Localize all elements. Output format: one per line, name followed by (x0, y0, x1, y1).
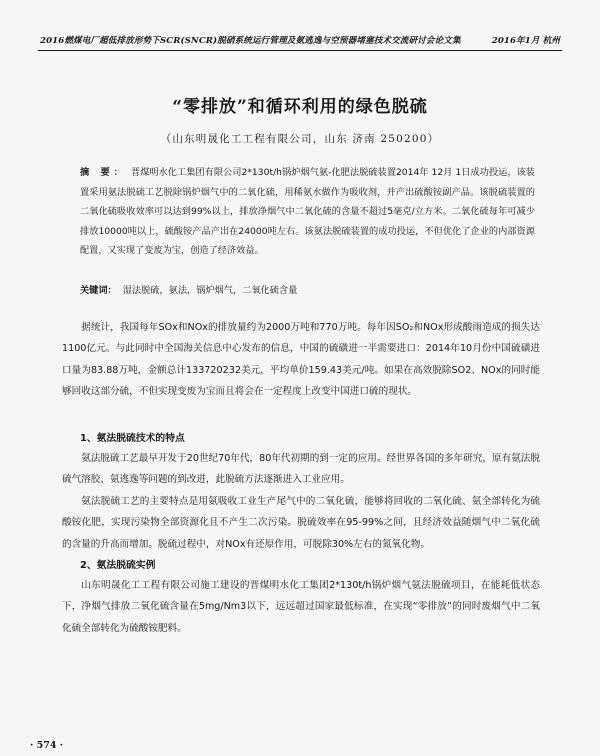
header-divider (38, 50, 562, 51)
intro-section (62, 317, 540, 403)
abstract-text: 晋煤明水化工集团有限公司2*130t/h锅炉烟气氨-化肥法脱硫装置2014年 12月 1日成功投运，该装置采用氨法脱硫工艺脱除锅炉烟气中的二氧化硫，用稀氨水做作为吸收剂，并产出硫酸铵副产品。该脱硫装置的二氧化硫吸收效率可以达到99%以上，排放净烟气中二氧化硫的含量不超过5毫克/立方米。二氧化硫每年可减少排放10000吨以上，硫酸铵产品产出在24000吨左右。该氨法脱硫装置的成功投运，不但优化了企业的内部资源配置，又实现了变废为宝，创造了经济效益。 (80, 167, 535, 256)
article-title: “零排放”和循环利用的绿色脱硫 (172, 97, 428, 117)
section-2-heading: 2、氨法脱硫实例 (80, 560, 156, 571)
intro-paragraph: 据统计，我国每年SOx和NOx的排放量约为2000万吨和770万吨。每年因SO₂和NOx形成酸雨造成的损失达1100亿元。与此同时中全国海关信息中心发布的信息，中国的硫磺进一半需要进口：2014年10月份中国硫磺进口量为83.88万吨，金额总计133720232美元，平均单价159.43美元/吨。如果在高效脱除SO2、NOx的同时能够回收这部分硫，不但实现变废为宝而且将会在一定程度上改变中国进口硫的现状。 (62, 322, 540, 398)
keywords-text: 湿法脱硫，氨法，锅炉烟气，二氧化硫含量 (122, 285, 298, 296)
running-header (40, 34, 560, 46)
section-2-paragraph-1: 山东明晟化工工程有限公司施工建设的晋煤明水化工集团2*130t/h锅炉烟气氨法脱硫项目，在能耗低状态下，净烟气排放二氧化硫含量在5mg/Nm3以下，远远超过国家最低标准，在实现“零排放”的同时废烟气中二氧化硫全部转化为硫酸铵肥料。 (62, 580, 540, 634)
author-affiliation: （山东明晟化工工程有限公司，山东 济南 250200） (160, 133, 440, 145)
section-1-heading: 1、氨法脱硫技术的特点 (80, 433, 185, 444)
page-number: · 574 · (30, 740, 64, 751)
section-2-body (62, 575, 540, 639)
section-1-paragraph-2: 氨法脱硫工艺的主要特点是用氨吸收工业生产尾气中的二氧化硫，能够将回收的二氧化硫、氨全部转化为硫酸铵化肥，实现污染物全部资源化且不产生二次污染。脱硫效率在95-99%之间，且经济效益随烟气中二氧化硫的含量的升高而增加。脱硫过程中，对NOx有还原作用，可脱除30%左右的氮氧化物。 (62, 495, 540, 550)
conference-title: 2016燃煤电厂超低排放形势下SCR(SNCR)脱硝系统运行管理及氨逃逸与空预器堵塞技术交流研讨会论文集 (40, 36, 461, 46)
abstract-label: 摘 要： (80, 167, 127, 178)
keywords (80, 282, 535, 296)
abstract (80, 163, 535, 261)
keywords-label: 关键词： (80, 285, 117, 296)
section-1-paragraph-1: 氨法脱硫工艺最早开发于20世纪70年代，80年代初期的到一定的应用。经世界各国的多年研究，原有氨法脱硫气溶胶、氨逃逸等问题的到改进，此脱硫方法逐渐进入工业应用。 (62, 453, 540, 486)
section-1-body (62, 448, 540, 555)
conference-date: 2016年1月 杭州 (491, 36, 560, 46)
